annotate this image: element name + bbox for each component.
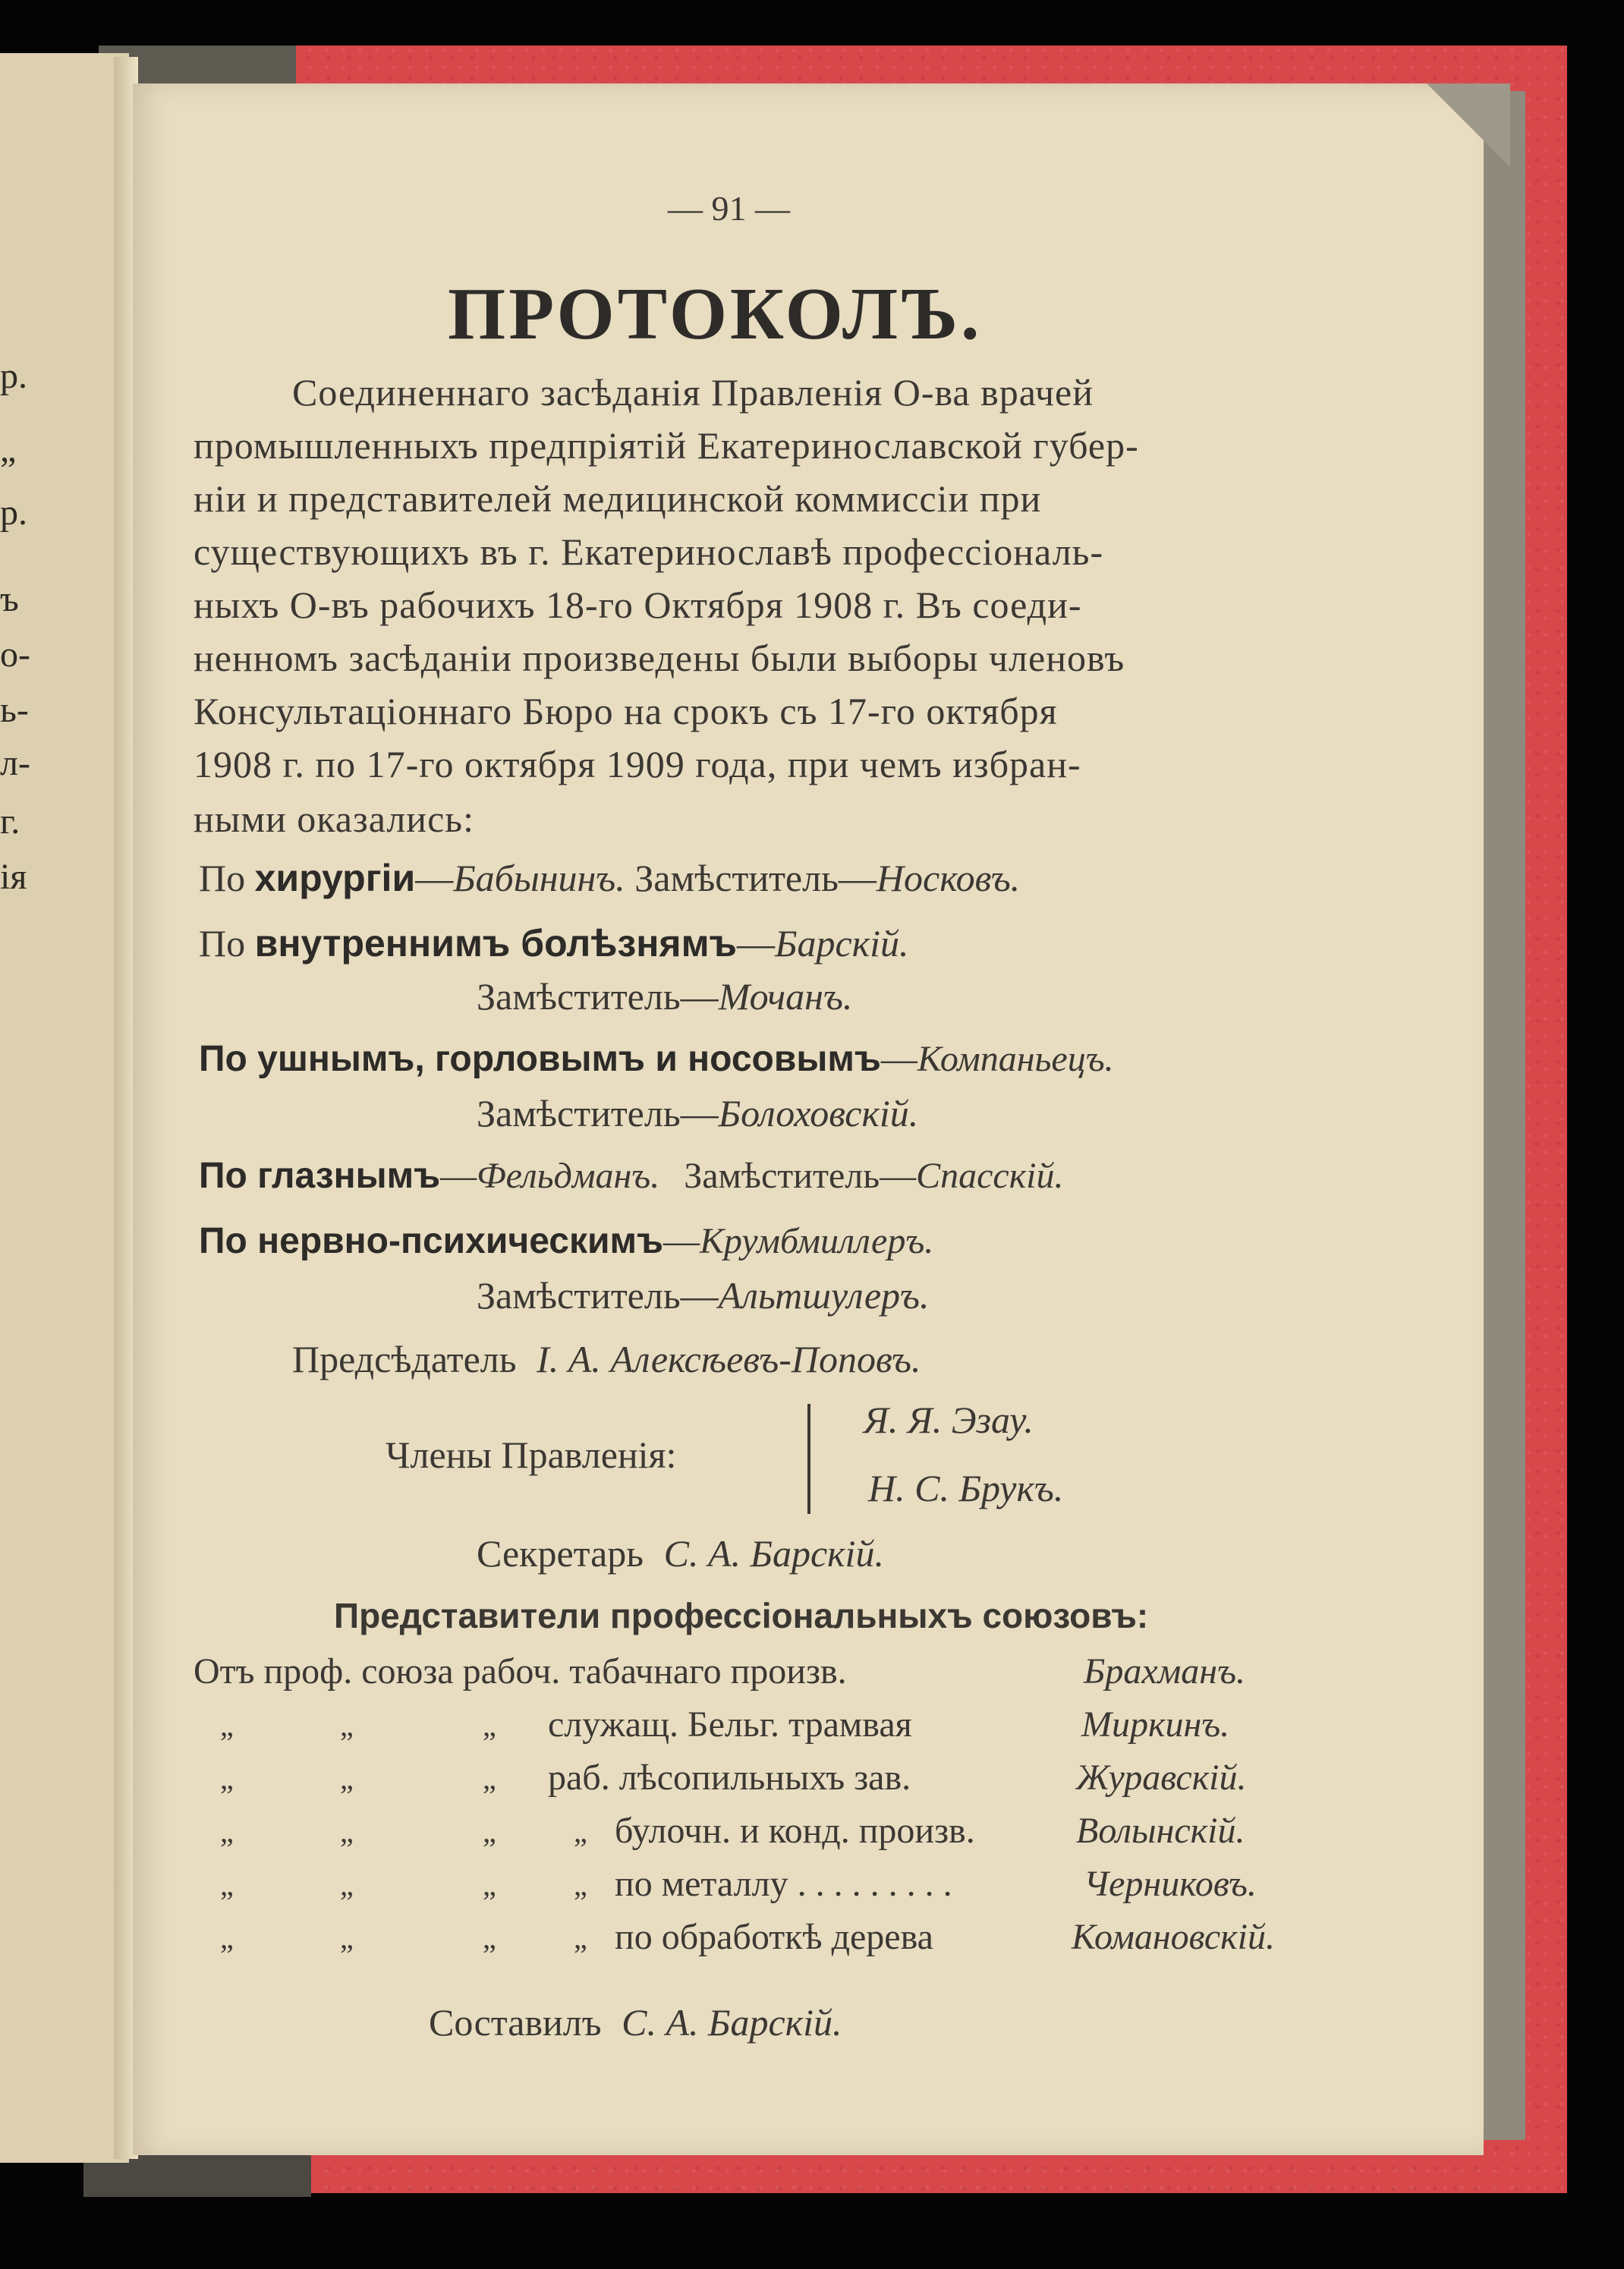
left-fragment: ъ xyxy=(0,579,19,619)
chairman-line xyxy=(292,1337,921,1381)
intro-line: ненномъ засѣданіи произведены были выборы членовъ xyxy=(194,637,1125,679)
ent-field: По ушнымъ, горловымъ и носовымъ xyxy=(199,1039,881,1079)
left-fragment: „ xyxy=(0,430,17,470)
internal-lead: По xyxy=(199,922,246,965)
reps-heading: Представители профессіональныхъ союзовъ: xyxy=(334,1596,1149,1635)
intro-line: ныхъ О-въ рабочихъ 18-го Октября 1908 г. Въ соеди- xyxy=(194,584,1082,626)
rep-union: булочн. и конд. произв. xyxy=(615,1811,975,1851)
chairman-label: Предсѣдатель xyxy=(292,1338,517,1380)
dash: — xyxy=(440,1156,477,1196)
eye-field: По глазнымъ xyxy=(199,1156,441,1196)
intro-line: промышленныхъ предпріятій Екатеринославской губер- xyxy=(194,424,1139,467)
surgery-name: Бабынинъ. xyxy=(453,857,625,899)
dash: — xyxy=(415,857,454,899)
intro-line: ными оказались: xyxy=(194,798,474,840)
ditto-mark: „ xyxy=(483,1708,496,1742)
left-fragment: ія xyxy=(0,857,27,897)
rep-name: Брахманъ. xyxy=(1084,1651,1245,1692)
chairman-name: І. А. Алексѣевъ-Поповъ. xyxy=(537,1338,921,1380)
surgery-lead: По xyxy=(199,857,246,899)
secretary-line xyxy=(477,1531,884,1575)
ditto-mark: „ xyxy=(220,1761,234,1795)
ent-deputy-line xyxy=(477,1091,918,1135)
rep-union: по металлу . . . . . . . . . xyxy=(615,1864,952,1904)
internal-name: Барскій. xyxy=(775,922,909,965)
intro-line: существующихъ въ г. Екатеринославѣ профессіональ- xyxy=(194,530,1104,573)
ditto-mark: „ xyxy=(220,1814,234,1849)
ditto-mark: „ xyxy=(574,1921,587,1955)
left-fragment: р. xyxy=(0,493,27,533)
ditto-mark: „ xyxy=(220,1921,234,1955)
ditto-mark: „ xyxy=(340,1868,354,1902)
rep-union: по обработкѣ дерева xyxy=(615,1917,933,1957)
secretary-label: Секретарь xyxy=(477,1532,644,1575)
folded-corner xyxy=(1427,83,1510,167)
brace xyxy=(807,1404,810,1514)
neuro-field: По нервно-психическимъ xyxy=(199,1221,664,1261)
intro-line: ніи и представителей медицинской коммиссіи при xyxy=(194,477,1042,520)
eye-name: Фельдманъ. xyxy=(477,1156,660,1196)
ditto-mark: „ xyxy=(483,1814,496,1849)
rep-union: служащ. Бельг. трамвая xyxy=(548,1704,912,1745)
ditto-mark: „ xyxy=(483,1921,496,1955)
ditto-mark: „ xyxy=(340,1921,354,1955)
ditto-mark: „ xyxy=(340,1708,354,1742)
ditto-mark: „ xyxy=(340,1761,354,1795)
surgery-field: хирургіи xyxy=(254,857,416,899)
neuro-name: Крумбмиллеръ. xyxy=(700,1221,934,1261)
ditto-mark: „ xyxy=(340,1814,354,1849)
ent-line xyxy=(199,1038,1114,1080)
page-title: ПРОТОКОЛЪ. xyxy=(448,273,983,355)
rep-name: Комановскій. xyxy=(1072,1917,1275,1957)
page-number: — 91 — xyxy=(668,189,790,228)
rep-name: Волынскій. xyxy=(1076,1811,1245,1851)
eye-deputy: Спасскій. xyxy=(916,1156,1064,1196)
dash: — xyxy=(737,922,776,965)
surgery-deputy: Носковъ. xyxy=(876,857,1021,899)
compiled-name: С. А. Барскій. xyxy=(622,2001,842,2044)
left-fragment: л- xyxy=(0,743,30,783)
ent-name: Компаньецъ. xyxy=(917,1039,1114,1079)
ditto-mark: „ xyxy=(483,1868,496,1902)
secretary-name: С. А. Барскій. xyxy=(663,1532,884,1575)
surgery-line xyxy=(199,856,1020,900)
neuro-deputy: Альтшулеръ. xyxy=(718,1274,930,1317)
ent-deputy-label: Замѣститель— xyxy=(477,1092,719,1134)
compiled-line xyxy=(429,2000,842,2044)
left-fragment: р. xyxy=(0,356,27,396)
compiled-label: Составилъ xyxy=(429,2001,602,2044)
internal-deputy-line xyxy=(477,974,852,1018)
intro-line: Соединеннаго засѣданія Правленія О-ва врачей xyxy=(292,371,1094,414)
rep-union: табачнаго произв. xyxy=(569,1651,847,1692)
eye-line xyxy=(199,1155,1064,1197)
board-label: Члены Правленія: xyxy=(386,1433,677,1476)
rep-name: Миркинъ. xyxy=(1081,1704,1230,1745)
internal-deputy: Мочанъ. xyxy=(718,975,853,1018)
eye-deputy-label: Замѣститель— xyxy=(684,1156,917,1196)
intro-line: 1908 г. по 17-го октября 1909 года, при чемъ избран- xyxy=(194,743,1081,785)
ditto-mark: „ xyxy=(220,1708,234,1742)
internal-line xyxy=(199,921,908,965)
ditto-mark: „ xyxy=(574,1868,587,1902)
board-member: Я. Я. Эзау. xyxy=(864,1399,1034,1441)
ditto-mark: „ xyxy=(574,1814,587,1849)
rep-union: раб. лѣсопильныхъ зав. xyxy=(548,1758,911,1798)
ent-deputy: Болоховскій. xyxy=(718,1092,919,1134)
neuro-deputy-line xyxy=(477,1273,929,1317)
left-fragment: ь- xyxy=(0,690,29,730)
neuro-deputy-label: Замѣститель— xyxy=(477,1274,719,1317)
ditto-mark: „ xyxy=(483,1761,496,1795)
rep-prefix: Отъ проф. союза рабоч. xyxy=(194,1651,561,1692)
rep-row xyxy=(194,1651,847,1692)
rep-name: Черниковъ. xyxy=(1084,1864,1257,1904)
internal-deputy-label: Замѣститель— xyxy=(477,975,719,1018)
neuro-line xyxy=(199,1220,933,1262)
ditto-mark: „ xyxy=(220,1868,234,1902)
surgery-deputy-label: Замѣститель— xyxy=(634,857,877,899)
left-fragment: о- xyxy=(0,634,30,675)
internal-field: внутреннимъ болѣзнямъ xyxy=(254,922,738,965)
left-fragment: г. xyxy=(0,801,20,842)
dash: — xyxy=(663,1221,700,1261)
intro-line: Консультаціоннаго Бюро на срокъ съ 17-го октября xyxy=(194,690,1058,732)
board-member: Н. С. Брукъ. xyxy=(868,1467,1064,1509)
rep-name: Журавскій. xyxy=(1076,1758,1247,1798)
dash: — xyxy=(880,1039,917,1079)
